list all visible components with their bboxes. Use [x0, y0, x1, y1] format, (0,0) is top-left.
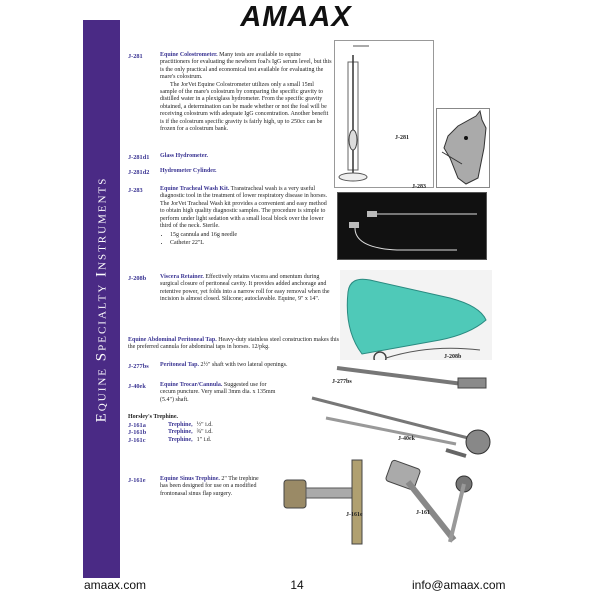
horsley-row — [128, 437, 268, 444]
amaax-logo: AMAAX — [240, 1, 352, 33]
trocar-body: Suggested use for cecum puncture. Very small 3mm dia. x 135mm (5.4") shaft. — [160, 382, 276, 403]
viscera-block — [160, 274, 330, 304]
item-code-j208b: J-208b — [128, 275, 147, 282]
peritoneal-body: Heavy-duty stainless steel construction makes this the preferred cannula for abdominal taps in horses. 12/pkg. — [128, 337, 340, 351]
horsley-code: J-161b — [128, 429, 147, 437]
tracheal-bullet-1: • 15g cannula and 16g needle — [170, 232, 332, 239]
horsley-heading: Horsley's Trephine. — [128, 414, 179, 420]
horsley-title: Trephine, — [168, 436, 193, 443]
colostrometer-block — [160, 52, 332, 133]
hydrometer-cylinder-title: Hydrometer Cylinder. — [160, 168, 217, 174]
item-code-j281d2: J-281d2 — [128, 169, 150, 176]
figure-label-j281: J-281 — [395, 135, 409, 141]
horsley-row — [128, 429, 268, 436]
colostrometer-title: Equine Colostrometer. — [160, 52, 218, 58]
tracheal-kit-illustration — [337, 192, 487, 260]
horsley-trephine-illustration — [384, 458, 494, 550]
sinus-body: 2" The trephine has been designed for use on a modified frontonasal sinus flap surgery. — [160, 476, 259, 497]
trocar-title: Equine Trocar/Cannula. — [160, 382, 223, 388]
sidebar-title — [83, 20, 120, 578]
item-code-j277bs: J-277bs — [128, 363, 149, 370]
colostrometer-p1: Many tests are available to equine practitioners for evaluating the newborn foal's IgG serum level, but this is the only practical and economical test available for evaluating the mare's colostrum. — [160, 52, 332, 81]
item-code-j281d1: J-281d1 — [128, 154, 150, 161]
sidebar-label: Equine Specialty Instruments — [93, 176, 109, 422]
peritoneal-title: Equine Abdominal Peritoneal Tap. — [128, 337, 217, 343]
peritoneal-sub-body: 2½" shaft with two lateral openings. — [200, 362, 288, 368]
tracheal-body: Transtracheal wash is a very useful diagnostic tool in the treatment of lower respiratory disease in horses. The JorVet Tracheal Wash kit provides a convenient and easy method to obtain high quality diagnostic samples. The procedure is simple to perform under light sedation with a small local block over the lower third of the neck. Sterile. — [160, 186, 328, 230]
glass-hydrometer-title: Glass Hydrometer. — [160, 153, 208, 159]
tracheal-bullet-2: • Catheter 22"L — [170, 240, 332, 247]
sinus-trephine-illustration — [280, 458, 380, 550]
sinus-title: Equine Sinus Trephine. — [160, 476, 220, 482]
horsley-code: J-161a — [128, 422, 146, 429]
horsley-title: Trephine, — [168, 422, 193, 428]
peritoneal-tap-illustration — [333, 360, 488, 390]
tracheal-title: Equine Tracheal Wash Kit. — [160, 186, 230, 192]
trocar-block — [160, 382, 280, 404]
viscera-retainer-illustration — [340, 270, 492, 360]
sinus-block — [160, 476, 260, 498]
horsley-size: ½" i.d. — [196, 422, 213, 428]
footer-email[interactable]: info@amaax.com — [412, 578, 506, 592]
figure-label-j40ek: J-40ek — [398, 436, 415, 442]
viscera-body: Effectively retains viscera and omentum during surgical closure of peritoneal cavity. It provides added anchorage and retentive power, yet folds into a narrow roll for easy removal when the incision is almost closed. Silicone; autoclavable. Equine, 9" x 14". — [160, 274, 330, 303]
item-code-j161e: J-161e — [128, 477, 146, 484]
item-code-j283: J-283 — [128, 187, 143, 194]
page-number: 14 — [290, 578, 304, 592]
figure-label-j208b: J-208b — [444, 354, 462, 360]
item-code-j281: J-281 — [128, 53, 143, 60]
footer-website[interactable]: amaax.com — [84, 578, 147, 592]
colostrometer-p2: The JorVet Equine Colostrometer utilizes only a small 15ml sample of the mare's colostrum by comparing the specific gravity to distilled water in a plexiglass hydrometer. From the specific gravity obtained, a determination can be made whether or not the foal will be receiving colostrum with adequate IgG concentration. Another benefit is if the colostrum specific gravity is fairly high, up to 250cc can be frozen for a colostrum bank. — [160, 81, 329, 133]
figure-label-j277bs: J-277bs — [332, 379, 352, 385]
horsley-title: Trephine, — [168, 429, 193, 436]
horsley-size: ¾" i.d. — [196, 429, 213, 436]
viscera-title: Viscera Retainer. — [160, 274, 204, 280]
item-code-j40ek: J-40ek — [128, 383, 146, 390]
colostrometer-illustration — [334, 40, 434, 188]
figure-label-j283: J-283 — [412, 184, 426, 190]
peritoneal-sub — [160, 362, 360, 369]
tracheal-block — [160, 186, 332, 247]
horse-head-illustration — [436, 108, 490, 188]
horsley-rows — [128, 422, 268, 444]
figure-label-j161: J-161 — [416, 510, 430, 516]
figure-label-j161e: J-161e — [346, 512, 363, 518]
trocar-illustration — [306, 392, 496, 462]
horsley-code: J-161c — [128, 436, 146, 444]
peritoneal-block — [128, 337, 340, 352]
peritoneal-sub-title: Peritoneal Tap. — [160, 362, 200, 368]
horsley-size: 1" i.d. — [196, 436, 212, 443]
